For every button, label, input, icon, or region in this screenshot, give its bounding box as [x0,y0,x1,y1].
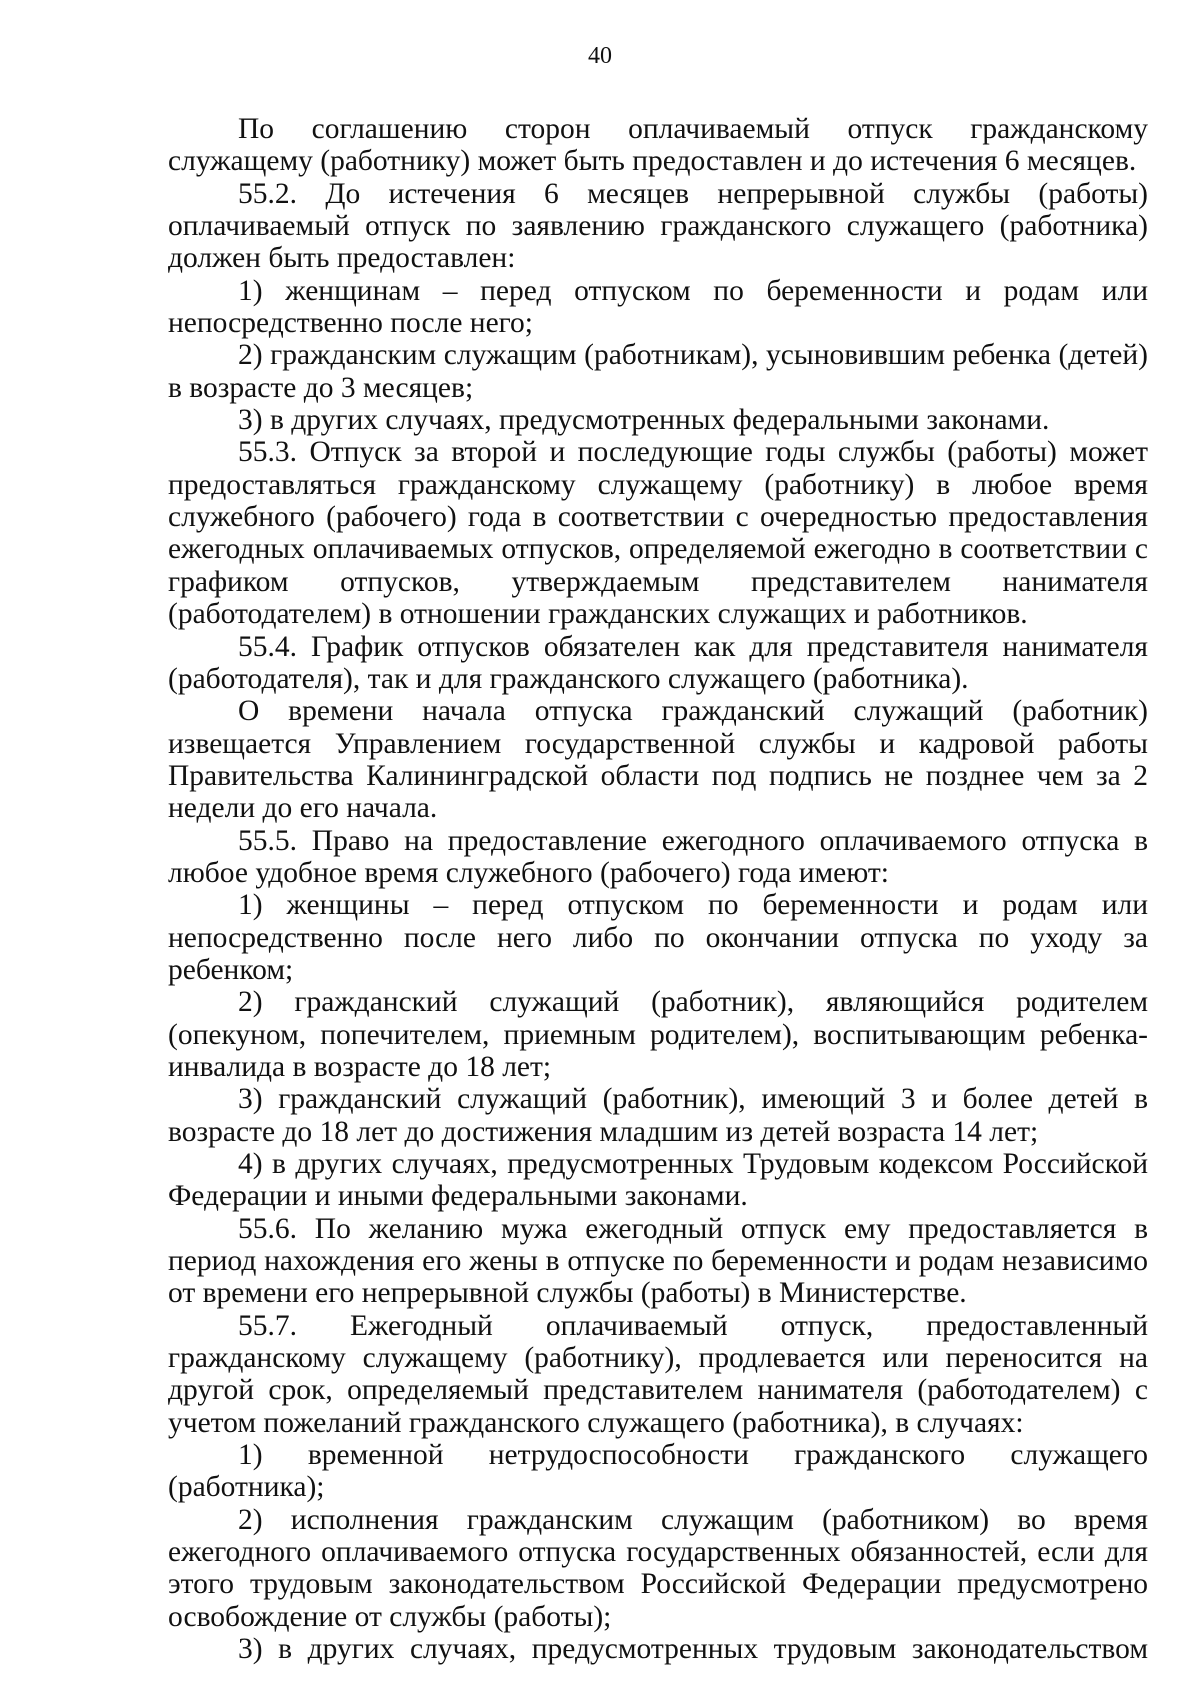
paragraph-vacation-by-agreement: По соглашению сторон оплачиваемый отпуск гражданскому служащему (работнику) может быть предоставлен и до истечения 6 месяцев. [168,113,1148,178]
paragraph-55-7-item-3: 3) в других случаях, предусмотренных трудовым законодательством [238,1633,1148,1666]
document-body [168,113,1148,1666]
paragraph-55-2-item-3: 3) в других случаях, предусмотренных федеральными законами. [238,404,1050,437]
paragraph-55-7: 55.7. Ежегодный оплачиваемый отпуск, предоставленный гражданскому служащему (работнику), продлевается или переносится на другой срок, определяемый представителем нанимателя (работодателем) с учетом пожеланий гражданского служащего (работника), в случаях: [168,1309,1148,1439]
paragraph-55-7-item-2: 2) исполнения гражданским служащим (работником) во время ежегодного оплачиваемого отпуска государственных обязанностей, если для этого трудовым законодательством Российской Федерации предусмотрено освобождение от службы (работы); [168,1503,1148,1633]
paragraph-55-5-item-4: 4) в других случаях, предусмотренных Трудовым кодексом Российской Федерации и иными федеральными законами. [168,1148,1148,1213]
paragraph-55-5: 55.5. Право на предоставление ежегодного оплачиваемого отпуска в любое удобное время служебного (рабочего) года имеют: [168,824,1148,889]
paragraph-55-2: 55.2. До истечения 6 месяцев непрерывной службы (работы) оплачиваемый отпуск по заявлению гражданского служащего (работника) должен быть предоставлен: [168,177,1148,275]
page-number: 40 [588,43,612,69]
paragraph-55-5-item-1: 1) женщины – перед отпуском по беременности и родам или непосредственно после него либо по окончании отпуска по уходу за ребенком; [168,889,1148,986]
paragraph-55-4: 55.4. График отпусков обязателен как для представителя нанимателя (работодателя), так и для гражданского служащего (работника). [168,630,1148,695]
paragraph-vacation-notice: О времени начала отпуска гражданский служащий (работник) извещается Управлением государственной службы и кадровой работы Правительства Калининградской области под подпись не позднее чем за 2 недели до его начала. [168,695,1148,825]
paragraph-55-5-item-3: 3) гражданский служащий (работник), имеющий 3 и более детей в возрасте до 18 лет до достижения младшим из детей возраста 14 лет; [168,1083,1148,1148]
paragraph-55-2-item-2: 2) гражданским служащим (работникам), усыновившим ребенка (детей) в возрасте до 3 месяцев; [168,339,1148,404]
paragraph-55-3: 55.3. Отпуск за второй и последующие годы службы (работы) может предоставляться гражданскому служащему (работнику) в любое время служебного (рабочего) года в соответствии с очередностью предоставления ежегодных оплачиваемых отпусков, определяемой ежегодно в соответствии с графиком отпусков, утверждаемым представителем нанимателя (работодателем) в отношении гражданских служащих и работников. [168,436,1148,631]
paragraph-55-7-item-1: 1) временной нетрудоспособности гражданского служащего (работника); [168,1439,1148,1504]
paragraph-55-2-item-1: 1) женщинам – перед отпуском по беременности и родам или непосредственно после него; [168,274,1148,340]
paragraph-55-5-item-2: 2) гражданский служащий (работник), являющийся родителем (опекуном, попечителем, приемным родителем), воспитывающим ребенка-инвалида в возрасте до 18 лет; [168,986,1148,1083]
paragraph-55-6: 55.6. По желанию мужа ежегодный отпуск ему предоставляется в период нахождения его жены в отпуске по беременности и родам независимо от времени его непрерывной службы (работы) в Министерстве. [168,1212,1148,1310]
